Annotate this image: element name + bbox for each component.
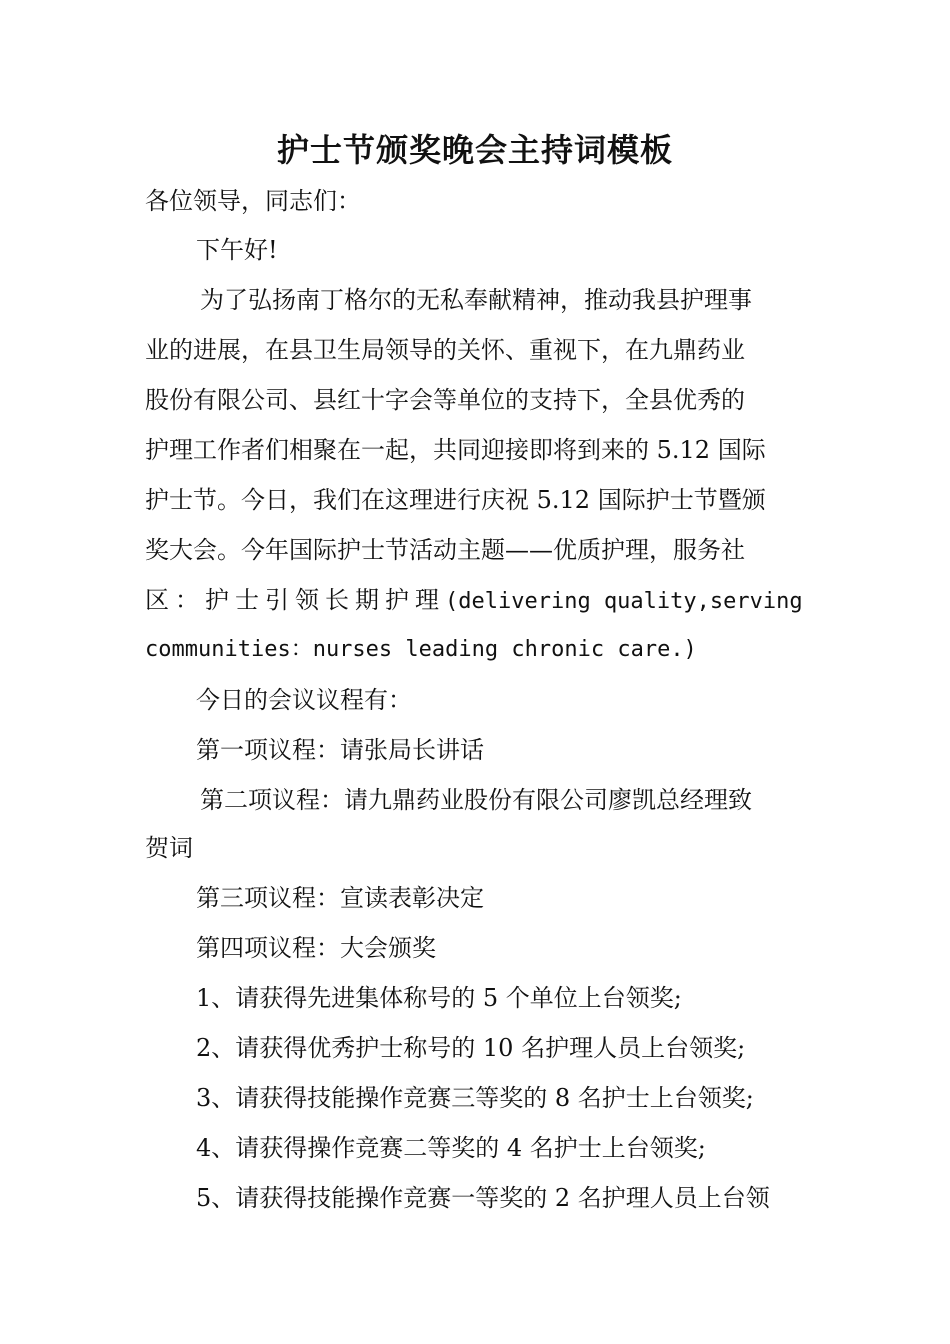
agenda-item: 第一项议程：请张局长讲话	[196, 736, 484, 764]
award-item: 2、请获得优秀护士称号的 10 名护理人员上台领奖;	[196, 1034, 746, 1062]
greeting: 下午好!	[196, 236, 278, 264]
paragraph-line: 股份有限公司、县红十字会等单位的支持下，全县优秀的	[145, 386, 745, 414]
document-title: 护士节颁奖晚会主持词模板	[276, 131, 673, 169]
theme-english: (delivering quality,serving	[445, 589, 803, 614]
paragraph-line: 业的进展，在县卫生局领导的关怀、重视下，在九鼎药业	[145, 336, 745, 364]
paragraph-line: communities：nurses leading chronic care.)	[145, 637, 697, 662]
award-item: 5、请获得技能操作竞赛一等奖的 2 名护理人员上台领	[196, 1184, 770, 1212]
award-item: 4、请获得操作竞赛二等奖的 4 名护士上台领奖;	[196, 1134, 706, 1162]
agenda-item: 第三项议程：宣读表彰决定	[196, 884, 484, 912]
paragraph-line: 奖大会。今年国际护士节活动主题——优质护理，服务社	[145, 536, 745, 564]
theme-chinese: 区：护士引领长期护理	[145, 586, 445, 614]
paragraph-line: 护理工作者们相聚在一起，共同迎接即将到来的 5.12 国际	[145, 436, 766, 464]
award-item: 1、请获得先进集体称号的 5 个单位上台领奖;	[196, 984, 682, 1012]
agenda-item: 第二项议程：请九鼎药业股份有限公司廖凯总经理致	[200, 786, 752, 814]
agenda-item-continued: 贺词	[145, 834, 193, 862]
paragraph-line: 为了弘扬南丁格尔的无私奉献精神，推动我县护理事	[200, 286, 752, 314]
agenda-item: 第四项议程：大会颁奖	[196, 934, 436, 962]
salutation: 各位领导，同志们：	[145, 187, 361, 215]
award-item: 3、请获得技能操作竞赛三等奖的 8 名护士上台领奖;	[196, 1084, 754, 1112]
paragraph-line	[145, 582, 810, 620]
paragraph-line: 护士节。今日，我们在这理进行庆祝 5.12 国际护士节暨颁	[145, 486, 766, 514]
agenda-intro: 今日的会议议程有：	[196, 686, 412, 714]
